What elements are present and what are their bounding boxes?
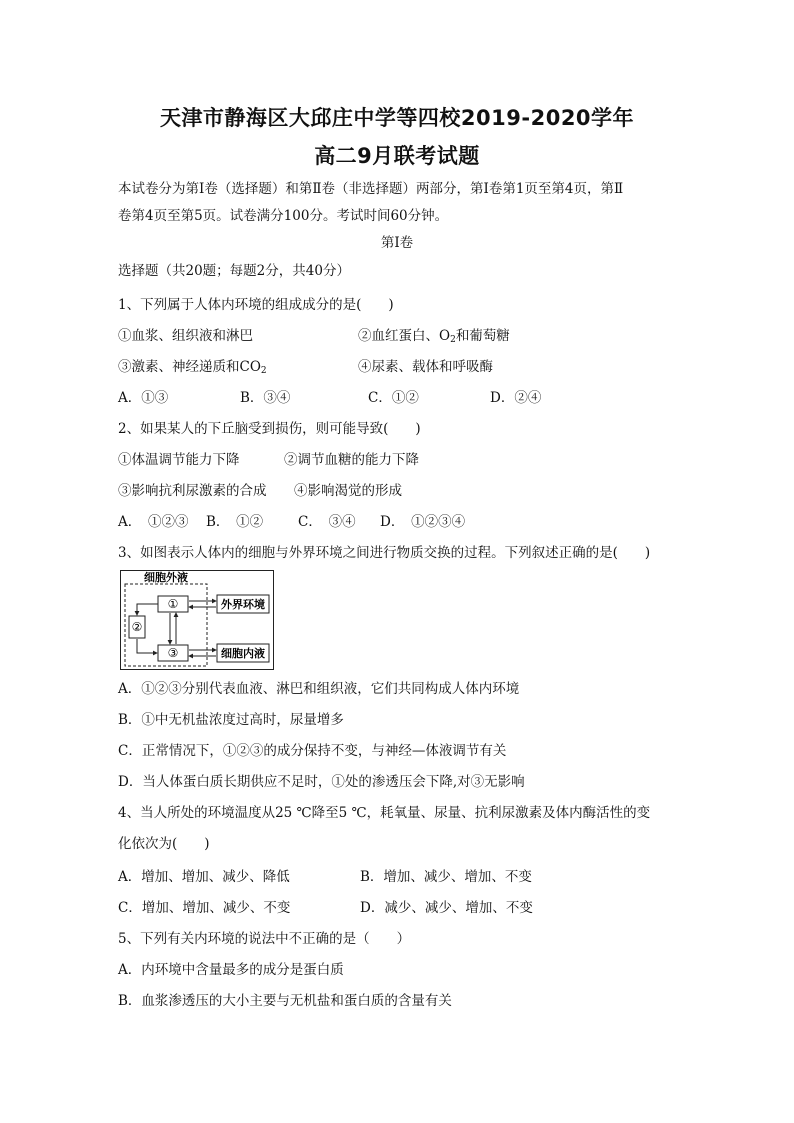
q2-option-c: C． ③④ bbox=[298, 514, 356, 530]
exam-title-line1: 天津市静海区大邱庄中学等四校2019-2020学年 bbox=[159, 106, 635, 130]
q2-stem: 2、如果某人的下丘脑受到损伤，则可能导致( ) bbox=[118, 421, 421, 437]
q1-option-a: A．①③ bbox=[118, 390, 169, 406]
intro-line2: 卷第4页至第5页。试卷满分100分。考试时间60分钟。 bbox=[118, 208, 449, 224]
diagram-outer-label: 细胞外液 bbox=[144, 571, 188, 584]
q1-item3 bbox=[118, 358, 267, 380]
q5-option-a: A．内环境中含量最多的成分是蛋白质 bbox=[118, 962, 344, 978]
q2-item4: ④影响渴觉的形成 bbox=[294, 483, 402, 499]
q3-option-c: C．正常情况下，①②③的成分保持不变，与神经—体液调节有关 bbox=[118, 743, 507, 759]
q2-item2: ②调节血糖的能力下降 bbox=[284, 452, 419, 468]
diagram-node-1-label: ① bbox=[167, 597, 179, 611]
q2-item3: ③影响抗利尿激素的合成 bbox=[118, 483, 267, 499]
q1-item2-post: 和葡萄糖 bbox=[455, 328, 510, 344]
q3-stem: 3、如图表示人体内的细胞与外界环境之间进行物质交换的过程。下列叙述正确的是( ) bbox=[118, 545, 651, 561]
q4-option-b: B．增加、减少、增加、不变 bbox=[360, 869, 532, 885]
q5-option-b: B．血浆渗透压的大小主要与无机盐和蛋白质的含量有关 bbox=[118, 993, 452, 1009]
q3-option-d: D．当人体蛋白质长期供应不足时，①处的渗透压会下降,对③无影响 bbox=[118, 774, 525, 790]
q4-option-d: D．减少、减少、增加、不变 bbox=[360, 900, 533, 916]
q1-item2-sub: 2 bbox=[450, 335, 456, 345]
q1-option-c: C．①② bbox=[368, 390, 419, 406]
q2-option-b: B． ①② bbox=[206, 514, 264, 530]
intro-line1: 本试卷分为第Ⅰ卷（选择题）和第Ⅱ卷（非选择题）两部分，第Ⅰ卷第1页至第4页，第Ⅱ bbox=[118, 181, 624, 197]
q5-stem: 5、下列有关内环境的说法中不正确的是（ ） bbox=[118, 931, 411, 947]
q4-option-c: C．增加、增加、减少、不变 bbox=[118, 900, 291, 916]
q1-stem: 1、下列属于人体内环境的组成成分的是( ) bbox=[118, 297, 394, 313]
diagram-external-env-label: 外界环境 bbox=[221, 598, 265, 611]
q1-option-d: D．②④ bbox=[490, 390, 542, 406]
q4-option-a: A．增加、增加、减少、降低 bbox=[118, 869, 290, 885]
diagram-intracellular-label: 细胞内液 bbox=[221, 647, 265, 660]
section-instruction: 选择题（共20题；每题2分，共40分） bbox=[118, 263, 350, 279]
q1-item4: ④尿素、载体和呼吸酶 bbox=[358, 359, 493, 375]
q4-stem-line1: 4、当人所处的环境温度从25 ℃降至5 ℃，耗氧量、尿量、抗利尿激素及体内酶活性的变 bbox=[118, 805, 651, 821]
q1-item3-sub: 2 bbox=[260, 366, 267, 376]
section-heading: 第Ⅰ卷 bbox=[380, 235, 414, 251]
q3-option-a: A．①②③分别代表血液、淋巴和组织液，它们共同构成人体内环境 bbox=[118, 681, 520, 697]
q2-item1: ①体温调节能力下降 bbox=[118, 452, 240, 468]
diagram-node-2-label: ② bbox=[131, 620, 143, 634]
q1-item3-pre: ③激素、神经递质和CO bbox=[118, 359, 261, 375]
q1-item2 bbox=[358, 327, 510, 349]
q2-option-d: D． ①②③④ bbox=[380, 514, 466, 530]
q1-option-b: B．③④ bbox=[240, 390, 291, 406]
diagram-node-3-label: ③ bbox=[167, 646, 179, 660]
q1-item1: ①血浆、组织液和淋巴 bbox=[118, 328, 253, 344]
q1-item2-pre: ②血红蛋白、O bbox=[358, 328, 451, 344]
q3-diagram bbox=[120, 570, 274, 670]
q4-stem-line2: 化依次为( ) bbox=[118, 836, 210, 852]
exam-title-line2: 高二9月联考试题 bbox=[314, 144, 480, 168]
q3-option-b: B．①中无机盐浓度过高时，尿量增多 bbox=[118, 712, 344, 728]
q2-option-a: A． ①②③ bbox=[118, 514, 189, 530]
